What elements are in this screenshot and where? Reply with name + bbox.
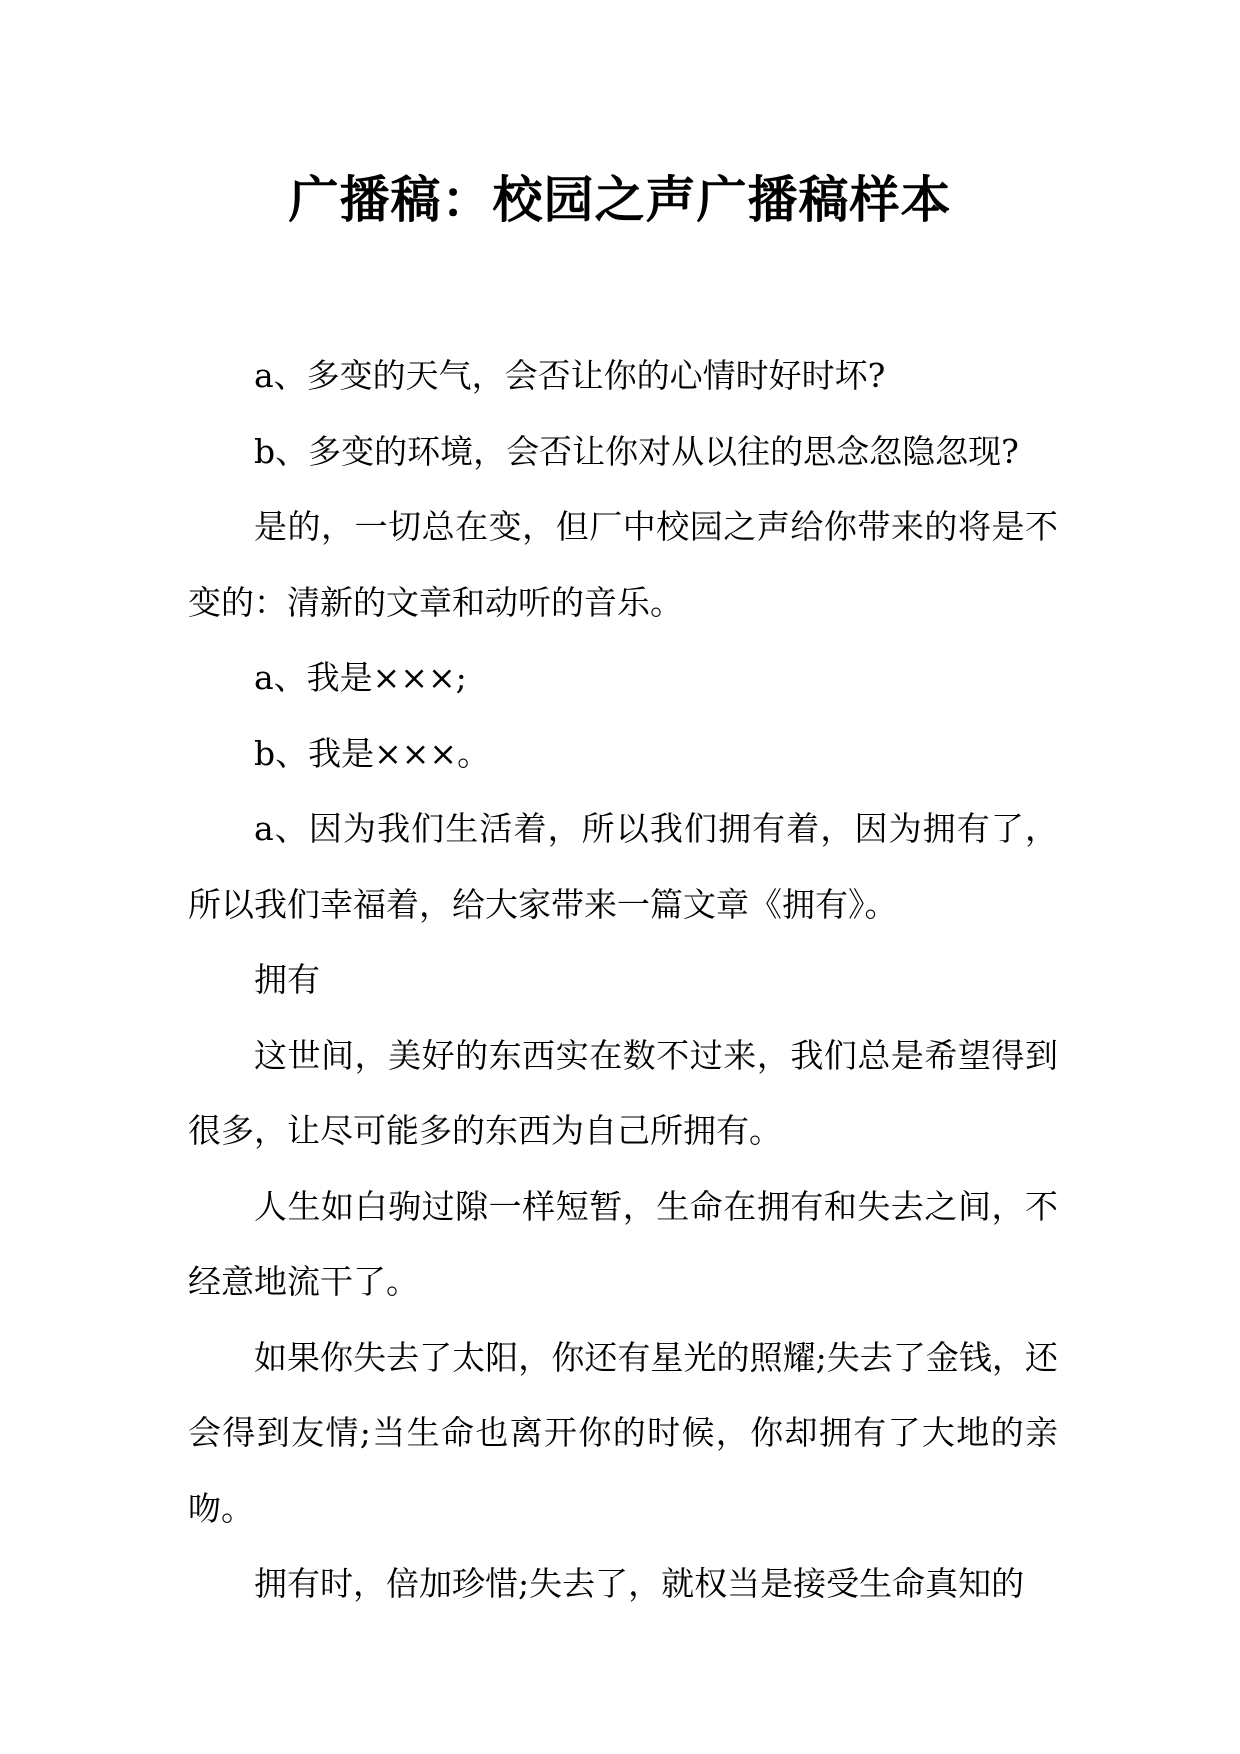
paragraph: 拥有时，倍加珍惜;失去了，就权当是接受生命真知的: [254, 1564, 1025, 1603]
paragraph: a、多变的天气，会否让你的心情时好时坏?: [254, 356, 886, 395]
document-body: [188, 338, 1058, 1622]
document-title: 广播稿：校园之声广播稿样本: [288, 171, 952, 229]
paragraph: 人生如白驹过隙一样短暂，生命在拥有和失去之间，不经意地流干了。: [188, 1186, 1058, 1301]
paragraph: b、多变的环境，会否让你对从以往的思念忽隐忽现?: [254, 431, 1019, 471]
paragraph: b、我是×××。: [254, 733, 491, 773]
paragraph: 是的，一切总在变，但厂中校园之声给你带来的将是不变的：清新的文章和动听的音乐。: [188, 507, 1058, 622]
paragraph: a、因为我们生活着，所以我们拥有着，因为拥有了，所以我们幸福着，给大家带来一篇文章《拥有》。: [188, 809, 1058, 924]
paragraph: a、我是×××;: [254, 658, 467, 697]
article-heading: 拥有: [254, 960, 320, 999]
paragraph: 如果你失去了太阳，你还有星光的照耀;失去了金钱，还会得到友情;当生命也离开你的时候，你却拥有了大地的亲吻。: [188, 1337, 1058, 1528]
paragraph: 这世间，美好的东西实在数不过来，我们总是希望得到很多，让尽可能多的东西为自己所拥有。: [188, 1035, 1058, 1150]
